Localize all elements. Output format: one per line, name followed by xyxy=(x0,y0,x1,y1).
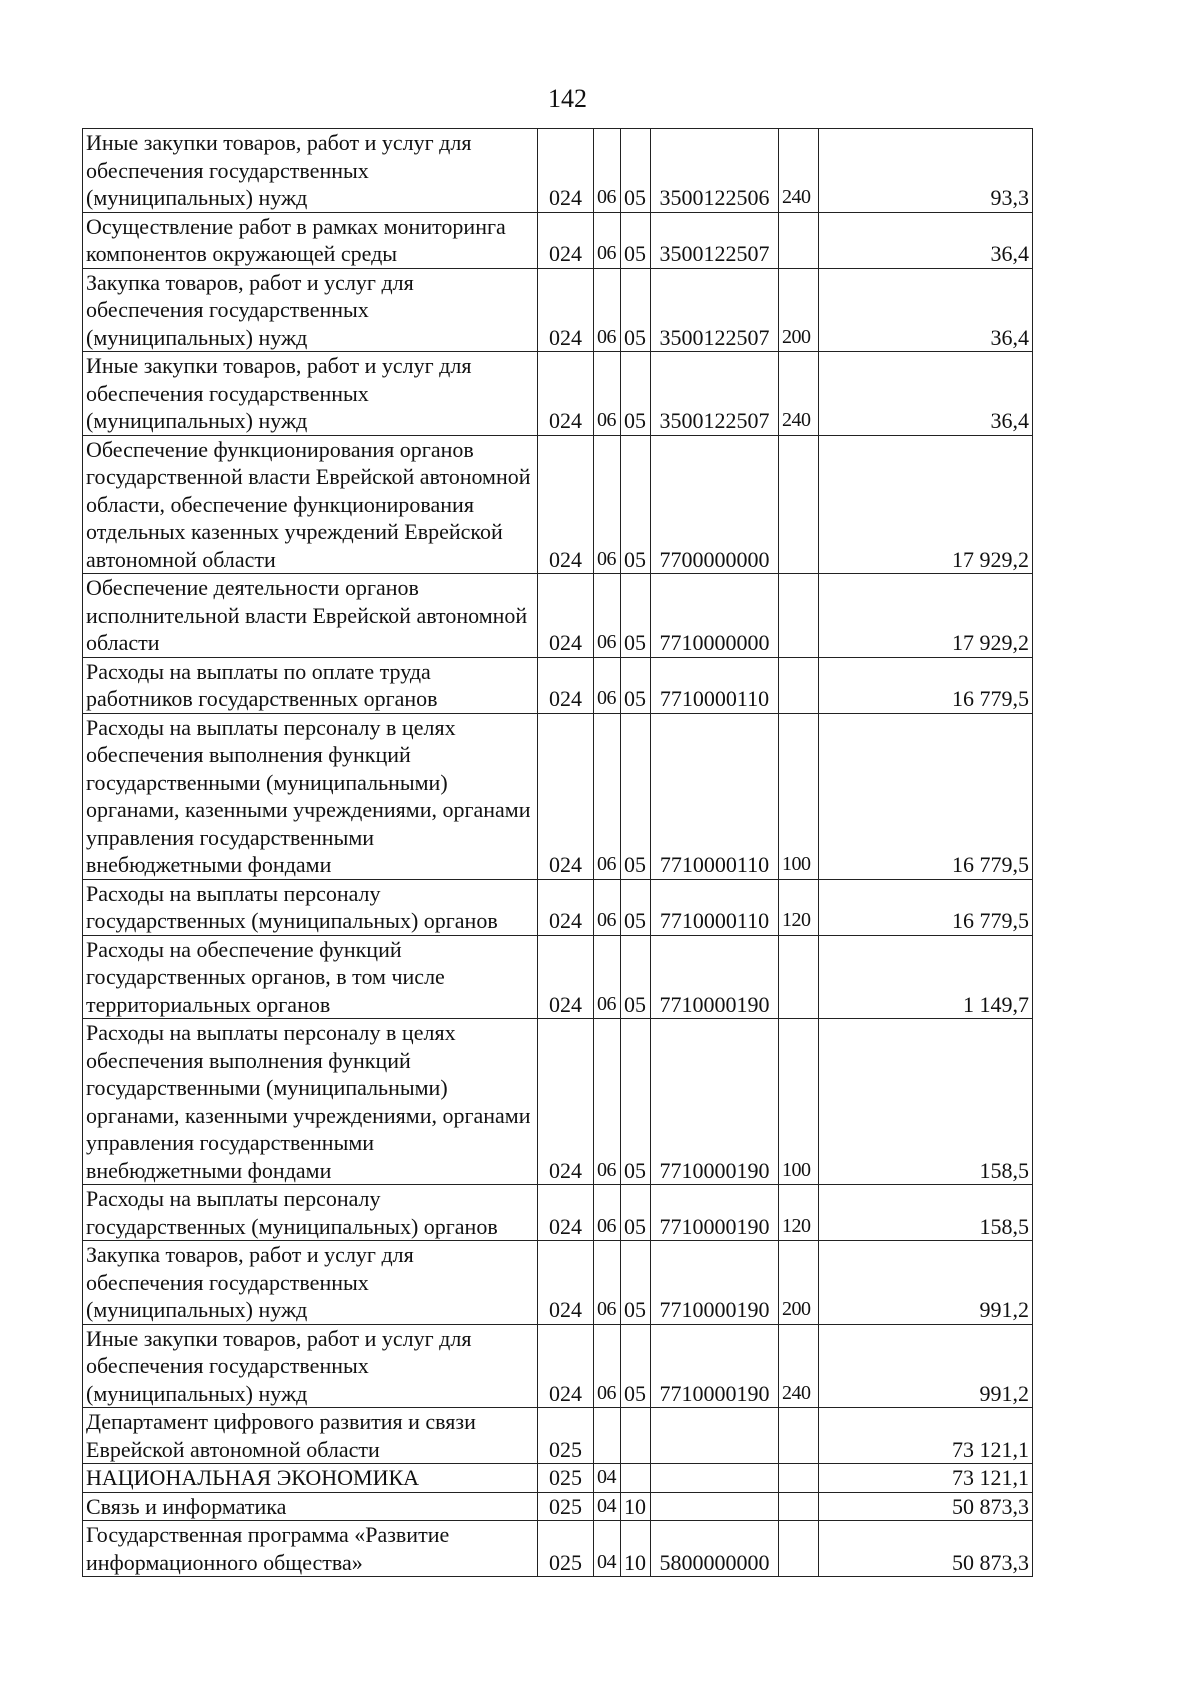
row-ministry-code: 024 xyxy=(538,1185,594,1241)
row-ministry-code: 024 xyxy=(538,574,594,658)
page-number: 142 xyxy=(548,84,587,113)
row-expense-type xyxy=(779,435,819,574)
row-amount: 50 873,3 xyxy=(819,1492,1033,1521)
row-expense-type xyxy=(779,574,819,658)
row-subsection-code: 05 xyxy=(621,574,651,658)
row-expense-type xyxy=(779,1464,819,1493)
row-ministry-code: 024 xyxy=(538,1324,594,1408)
row-expense-type: 100 xyxy=(779,713,819,879)
row-target-article: 5800000000 xyxy=(651,1521,779,1577)
row-subsection-code: 05 xyxy=(621,657,651,713)
table-row xyxy=(83,574,1033,658)
row-section-code: 06 xyxy=(594,435,621,574)
row-target-article: 7710000190 xyxy=(651,1324,779,1408)
row-section-code: 06 xyxy=(594,879,621,935)
row-expense-type: 120 xyxy=(779,879,819,935)
row-amount: 991,2 xyxy=(819,1324,1033,1408)
row-expense-type xyxy=(779,1408,819,1464)
row-section-code: 04 xyxy=(594,1492,621,1521)
table-row xyxy=(83,1324,1033,1408)
row-ministry-code: 024 xyxy=(538,657,594,713)
row-target-article xyxy=(651,1492,779,1521)
row-subsection-code: 05 xyxy=(621,1241,651,1325)
row-ministry-code: 024 xyxy=(538,268,594,352)
row-subsection-code: 05 xyxy=(621,268,651,352)
row-section-code: 06 xyxy=(594,713,621,879)
row-ministry-code: 024 xyxy=(538,212,594,268)
row-name: Иные закупки товаров, работ и услуг для обеспечения государственных (муниципальных) нужд xyxy=(83,1324,538,1408)
row-section-code xyxy=(594,1408,621,1464)
row-amount: 73 121,1 xyxy=(819,1408,1033,1464)
budget-table xyxy=(82,128,1033,1577)
row-name: Иные закупки товаров, работ и услуг для обеспечения государственных (муниципальных) нужд xyxy=(83,352,538,436)
table-row xyxy=(83,1464,1033,1493)
row-target-article: 7710000110 xyxy=(651,879,779,935)
row-ministry-code: 025 xyxy=(538,1408,594,1464)
row-subsection-code: 05 xyxy=(621,1324,651,1408)
row-ministry-code: 025 xyxy=(538,1464,594,1493)
table-row xyxy=(83,657,1033,713)
row-amount: 93,3 xyxy=(819,129,1033,213)
row-section-code: 06 xyxy=(594,657,621,713)
row-subsection-code: 05 xyxy=(621,935,651,1019)
row-name: Расходы на выплаты персоналу государственных (муниципальных) органов xyxy=(83,879,538,935)
row-name: НАЦИОНАЛЬНАЯ ЭКОНОМИКА xyxy=(83,1464,538,1493)
row-expense-type: 240 xyxy=(779,352,819,436)
row-subsection-code: 10 xyxy=(621,1521,651,1577)
row-subsection-code: 10 xyxy=(621,1492,651,1521)
row-amount: 16 779,5 xyxy=(819,713,1033,879)
row-expense-type xyxy=(779,935,819,1019)
row-subsection-code: 05 xyxy=(621,352,651,436)
row-amount: 16 779,5 xyxy=(819,879,1033,935)
row-subsection-code: 05 xyxy=(621,1019,651,1185)
row-amount: 36,4 xyxy=(819,268,1033,352)
row-section-code: 06 xyxy=(594,129,621,213)
row-section-code: 06 xyxy=(594,352,621,436)
row-target-article: 7710000110 xyxy=(651,657,779,713)
row-ministry-code: 024 xyxy=(538,1019,594,1185)
row-amount: 36,4 xyxy=(819,352,1033,436)
row-name: Закупка товаров, работ и услуг для обеспечения государственных (муниципальных) нужд xyxy=(83,268,538,352)
row-target-article: 3500122507 xyxy=(651,268,779,352)
row-ministry-code: 024 xyxy=(538,713,594,879)
row-ministry-code: 024 xyxy=(538,935,594,1019)
row-name: Осуществление работ в рамках мониторинга компонентов окружающей среды xyxy=(83,212,538,268)
row-amount: 158,5 xyxy=(819,1185,1033,1241)
row-name: Обеспечение функционирования органов государственной власти Еврейской автономной области, обеспечение функционирования отдельных казенных учреждений Еврейской автономной области xyxy=(83,435,538,574)
row-section-code: 06 xyxy=(594,1241,621,1325)
row-target-article: 7710000190 xyxy=(651,935,779,1019)
row-target-article: 7700000000 xyxy=(651,435,779,574)
row-subsection-code xyxy=(621,1464,651,1493)
row-name: Расходы на выплаты персоналу государственных (муниципальных) органов xyxy=(83,1185,538,1241)
row-ministry-code: 025 xyxy=(538,1521,594,1577)
row-amount: 36,4 xyxy=(819,212,1033,268)
row-expense-type: 240 xyxy=(779,129,819,213)
row-target-article xyxy=(651,1408,779,1464)
row-target-article: 7710000190 xyxy=(651,1241,779,1325)
table-row xyxy=(83,879,1033,935)
row-subsection-code: 05 xyxy=(621,435,651,574)
table-body xyxy=(83,129,1033,1577)
row-subsection-code xyxy=(621,1408,651,1464)
table-row xyxy=(83,1492,1033,1521)
row-amount: 991,2 xyxy=(819,1241,1033,1325)
row-target-article: 3500122507 xyxy=(651,352,779,436)
row-section-code: 04 xyxy=(594,1464,621,1493)
row-target-article: 7710000190 xyxy=(651,1019,779,1185)
row-expense-type: 100 xyxy=(779,1019,819,1185)
row-name: Расходы на выплаты персоналу в целях обеспечения выполнения функций государственными (муниципальными) органами, казенными учреждениями, органами управления государственными внебюджетными фондами xyxy=(83,1019,538,1185)
row-section-code: 06 xyxy=(594,935,621,1019)
row-subsection-code: 05 xyxy=(621,713,651,879)
row-expense-type: 200 xyxy=(779,1241,819,1325)
row-target-article xyxy=(651,1464,779,1493)
row-section-code: 06 xyxy=(594,574,621,658)
table-row xyxy=(83,435,1033,574)
row-name: Закупка товаров, работ и услуг для обеспечения государственных (муниципальных) нужд xyxy=(83,1241,538,1325)
row-expense-type xyxy=(779,1521,819,1577)
row-subsection-code: 05 xyxy=(621,879,651,935)
row-amount: 17 929,2 xyxy=(819,435,1033,574)
row-subsection-code: 05 xyxy=(621,212,651,268)
row-section-code: 06 xyxy=(594,268,621,352)
row-section-code: 06 xyxy=(594,1019,621,1185)
row-section-code: 06 xyxy=(594,212,621,268)
table-row xyxy=(83,1019,1033,1185)
table-row xyxy=(83,212,1033,268)
row-expense-type: 240 xyxy=(779,1324,819,1408)
row-target-article: 7710000110 xyxy=(651,713,779,879)
table-row xyxy=(83,1408,1033,1464)
row-ministry-code: 024 xyxy=(538,1241,594,1325)
row-expense-type: 120 xyxy=(779,1185,819,1241)
row-target-article: 7710000000 xyxy=(651,574,779,658)
row-section-code: 06 xyxy=(594,1185,621,1241)
row-ministry-code: 024 xyxy=(538,435,594,574)
row-section-code: 06 xyxy=(594,1324,621,1408)
row-ministry-code: 024 xyxy=(538,879,594,935)
row-target-article: 3500122506 xyxy=(651,129,779,213)
row-amount: 16 779,5 xyxy=(819,657,1033,713)
table-row xyxy=(83,1521,1033,1577)
row-expense-type xyxy=(779,657,819,713)
row-ministry-code: 024 xyxy=(538,129,594,213)
row-name: Обеспечение деятельности органов исполнительной власти Еврейской автономной области xyxy=(83,574,538,658)
row-amount: 73 121,1 xyxy=(819,1464,1033,1493)
row-name: Департамент цифрового развития и связи Еврейской автономной области xyxy=(83,1408,538,1464)
row-amount: 50 873,3 xyxy=(819,1521,1033,1577)
row-expense-type: 200 xyxy=(779,268,819,352)
table-row xyxy=(83,1241,1033,1325)
table-row xyxy=(83,713,1033,879)
table-row xyxy=(83,352,1033,436)
row-amount: 17 929,2 xyxy=(819,574,1033,658)
row-amount: 1 149,7 xyxy=(819,935,1033,1019)
row-name: Государственная программа «Развитие информационного общества» xyxy=(83,1521,538,1577)
row-subsection-code: 05 xyxy=(621,1185,651,1241)
row-name: Расходы на обеспечение функций государственных органов, в том числе территориальных органов xyxy=(83,935,538,1019)
table-row xyxy=(83,1185,1033,1241)
table-row xyxy=(83,268,1033,352)
row-target-article: 7710000190 xyxy=(651,1185,779,1241)
row-ministry-code: 025 xyxy=(538,1492,594,1521)
table-row xyxy=(83,935,1033,1019)
row-expense-type xyxy=(779,1492,819,1521)
row-amount: 158,5 xyxy=(819,1019,1033,1185)
row-name: Расходы на выплаты по оплате труда работников государственных органов xyxy=(83,657,538,713)
table-row xyxy=(83,129,1033,213)
row-ministry-code: 024 xyxy=(538,352,594,436)
row-name: Связь и информатика xyxy=(83,1492,538,1521)
row-name: Иные закупки товаров, работ и услуг для обеспечения государственных (муниципальных) нужд xyxy=(83,129,538,213)
row-target-article: 3500122507 xyxy=(651,212,779,268)
row-subsection-code: 05 xyxy=(621,129,651,213)
row-section-code: 04 xyxy=(594,1521,621,1577)
row-name: Расходы на выплаты персоналу в целях обеспечения выполнения функций государственными (муниципальными) органами, казенными учреждениями, органами управления государственными внебюджетными фондами xyxy=(83,713,538,879)
row-expense-type xyxy=(779,212,819,268)
